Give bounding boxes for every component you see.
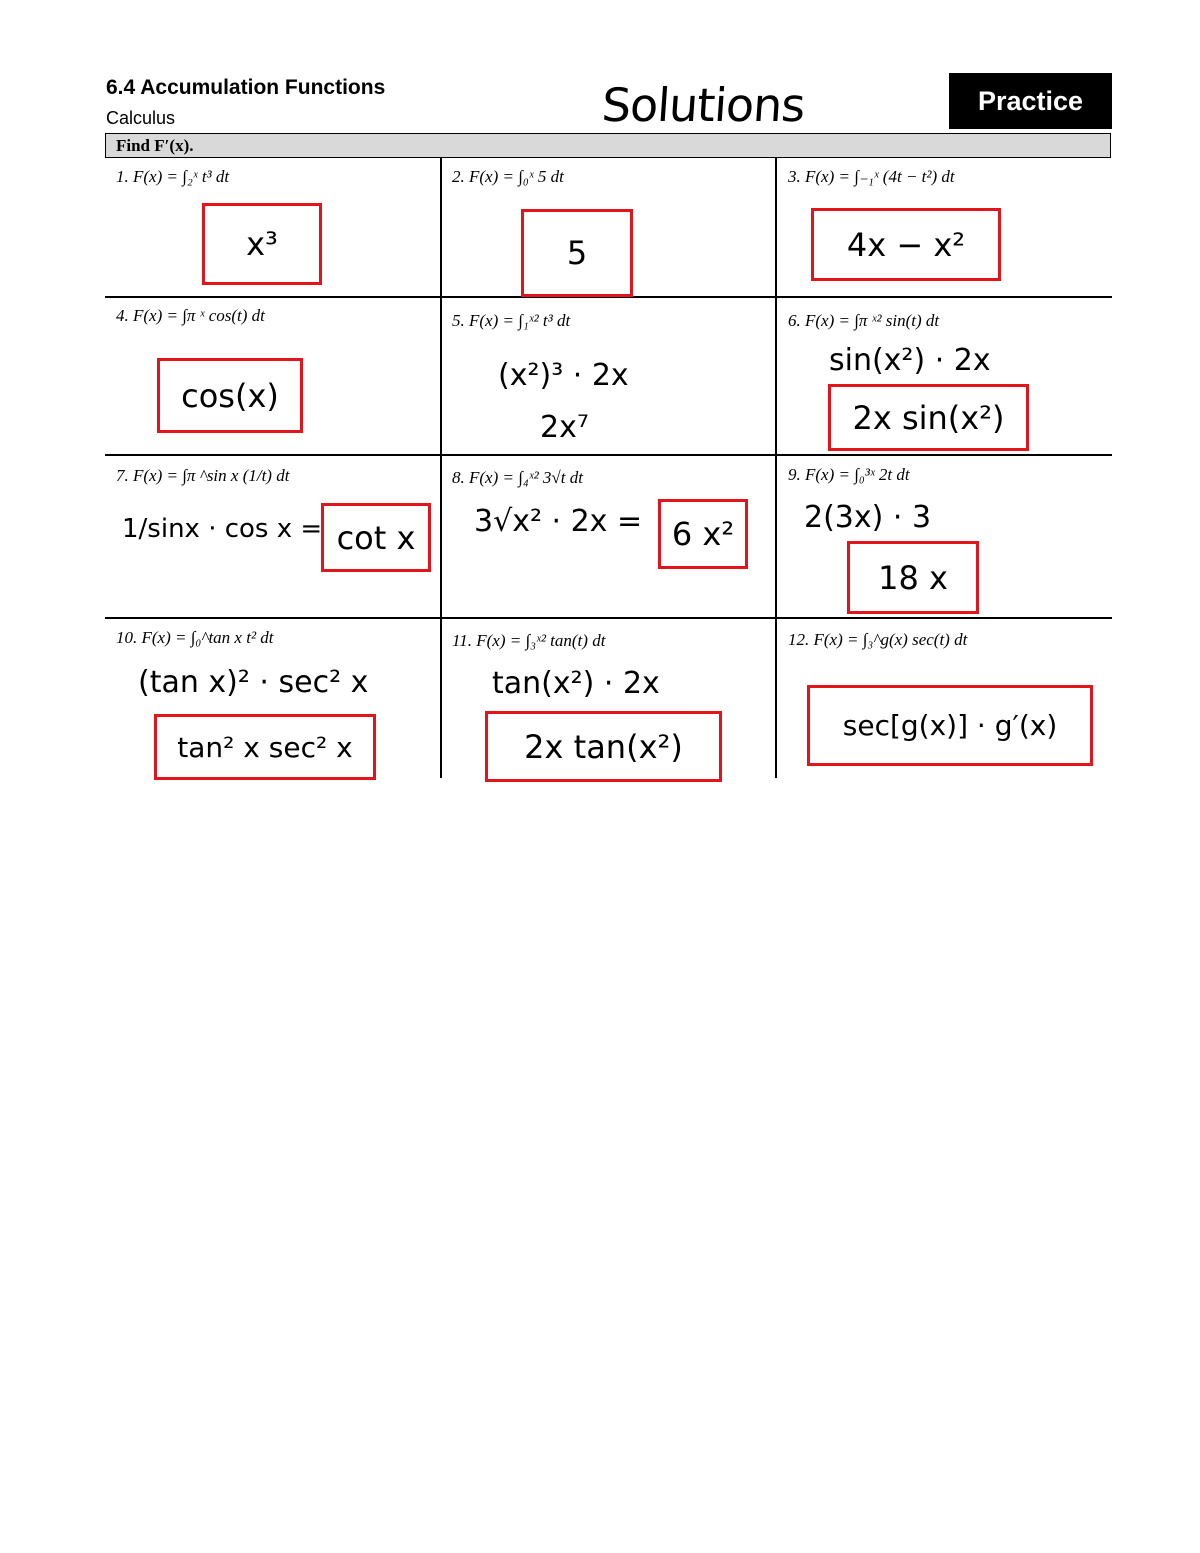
problem-6-answer: 2x sin(x²) (828, 384, 1029, 451)
grid-divider-2 (775, 158, 777, 778)
problem-11-answer: 2x tan(x²) (485, 711, 722, 782)
problem-8-answer: 6 x² (658, 499, 748, 569)
problem-9-work: 2(3x) · 3 (804, 500, 932, 535)
problem-10-work: (tan x)² · sec² x (138, 665, 369, 700)
row-divider-2 (105, 454, 1112, 456)
row-divider-3 (105, 617, 1112, 619)
problem-12-answer: sec[g(x)] · g′(x) (807, 685, 1093, 766)
problem-7-statement: 7. F(x) = ∫π ^sin x (1/t) dt (116, 466, 290, 485)
problem-6-statement: 6. F(x) = ∫π ˣ² sin(t) dt (788, 311, 940, 330)
problem-5-statement: 5. F(x) = ∫₁ˣ² t³ dt (452, 311, 571, 330)
problem-4-answer: cos(x) (157, 358, 303, 433)
problem-7-work: 1/sinx · cos x = (122, 514, 323, 544)
problem-8-work: 3√x² · 2x = (474, 504, 643, 539)
problem-9-statement: 9. F(x) = ∫₀³ˣ 2t dt (788, 465, 910, 484)
problem-12-statement: 12. F(x) = ∫₃^g(x) sec(t) dt (788, 630, 968, 649)
problem-1-statement: 1. F(x) = ∫₂ˣ t³ dt (116, 167, 230, 186)
problem-6-work: sin(x²) · 2x (829, 343, 991, 378)
grid-divider-1 (440, 158, 442, 778)
problem-2-answer: 5 (521, 209, 633, 297)
problem-11-statement: 11. F(x) = ∫₃ˣ² tan(t) dt (452, 631, 606, 650)
page-title: 6.4 Accumulation Functions (106, 76, 386, 99)
problem-10-statement: 10. F(x) = ∫₀^tan x t² dt (116, 628, 274, 647)
problem-2-statement: 2. F(x) = ∫₀ˣ 5 dt (452, 167, 564, 186)
problem-11-work: tan(x²) · 2x (492, 666, 660, 701)
practice-badge: Practice (949, 73, 1112, 129)
problem-7-answer: cot x (321, 503, 431, 572)
problem-1-answer: x³ (202, 203, 322, 285)
problem-9-answer: 18 x (847, 541, 979, 614)
handwritten-solutions-heading: Solutions (600, 78, 807, 132)
problem-3-answer: 4x − x² (811, 208, 1001, 281)
instruction-bar: Find F′(x). (105, 133, 1111, 158)
problem-10-answer: tan² x sec² x (154, 714, 376, 780)
course-subtitle: Calculus (106, 108, 176, 128)
problem-4-statement: 4. F(x) = ∫π ˣ cos(t) dt (116, 306, 265, 325)
problem-5-result: 2x⁷ (540, 410, 589, 445)
problem-3-statement: 3. F(x) = ∫₋₁ˣ (4t − t²) dt (788, 167, 955, 186)
problem-8-statement: 8. F(x) = ∫₄ˣ² 3√t dt (452, 468, 583, 487)
problem-5-work: (x²)³ · 2x (498, 358, 629, 393)
